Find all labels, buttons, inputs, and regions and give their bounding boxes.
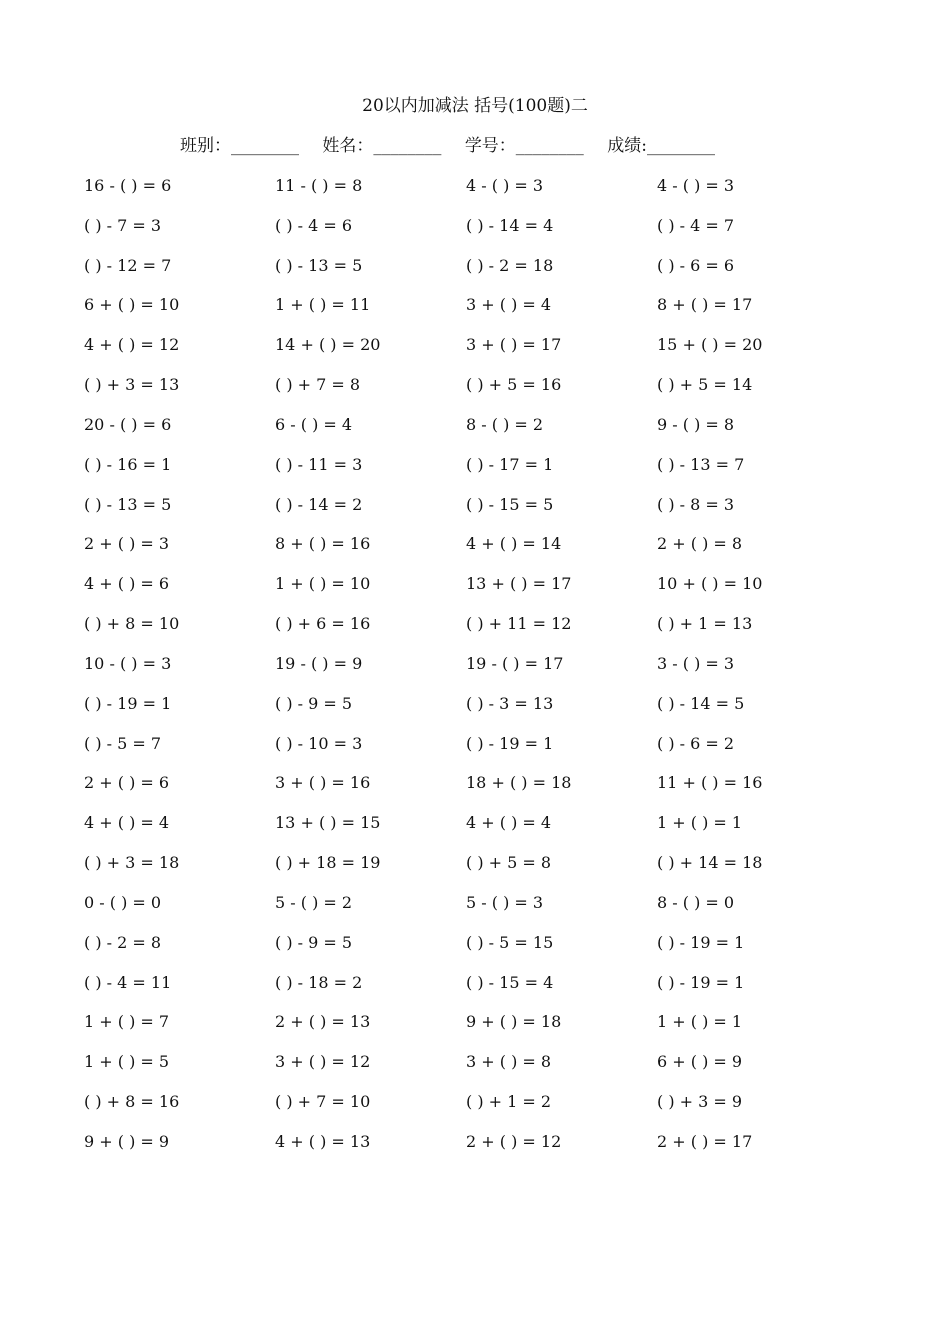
problem-item: ( ) - 13 = 7 bbox=[657, 454, 745, 474]
problem-item: 9 + ( ) = 9 bbox=[84, 1131, 170, 1151]
problem-item: ( ) - 9 = 5 bbox=[275, 932, 353, 952]
problem-item: 1 + ( ) = 11 bbox=[275, 295, 371, 315]
problem-item: 2 + ( ) = 8 bbox=[657, 534, 743, 554]
problem-item: 8 + ( ) = 16 bbox=[275, 534, 371, 554]
problem-item: ( ) - 14 = 2 bbox=[275, 494, 363, 514]
problem-item: 11 - ( ) = 8 bbox=[275, 176, 363, 195]
problem-item: 8 - ( ) = 2 bbox=[466, 414, 544, 434]
problem-item: ( ) - 19 = 1 bbox=[466, 733, 554, 753]
problem-item: ( ) + 3 = 13 bbox=[84, 375, 180, 395]
problem-item: 20 - ( ) = 6 bbox=[84, 414, 172, 434]
problem-item: ( ) - 16 = 1 bbox=[84, 454, 172, 474]
problem-item: ( ) - 4 = 6 bbox=[275, 215, 353, 235]
problem-item: ( ) - 13 = 5 bbox=[275, 255, 363, 275]
problem-item: ( ) - 15 = 4 bbox=[466, 972, 554, 992]
problem-item: 19 - ( ) = 9 bbox=[275, 653, 363, 673]
problem-item: ( ) + 1 = 13 bbox=[657, 614, 753, 634]
problem-item: 11 + ( ) = 16 bbox=[657, 773, 763, 793]
problem-item: ( ) + 7 = 10 bbox=[275, 1092, 371, 1112]
problem-item: ( ) + 14 = 18 bbox=[657, 853, 763, 873]
problem-item: ( ) - 10 = 3 bbox=[275, 733, 363, 753]
problem-item: 1 + ( ) = 1 bbox=[657, 1012, 743, 1032]
score-field: 成绩:________ bbox=[607, 136, 715, 156]
problem-item: ( ) - 12 = 7 bbox=[84, 255, 172, 275]
problem-item: ( ) - 7 = 3 bbox=[84, 215, 162, 235]
problem-item: 10 + ( ) = 10 bbox=[657, 574, 763, 594]
problem-item: 0 - ( ) = 0 bbox=[84, 892, 162, 912]
page-title: 20以内加减法 括号(100题)二 bbox=[362, 96, 588, 116]
problem-item: ( ) - 17 = 1 bbox=[466, 454, 554, 474]
problem-item: ( ) - 19 = 1 bbox=[84, 693, 172, 713]
problem-item: ( ) + 7 = 8 bbox=[275, 375, 361, 395]
problem-item: 4 + ( ) = 13 bbox=[275, 1131, 371, 1151]
problem-item: 19 - ( ) = 17 bbox=[466, 653, 564, 673]
problem-item: ( ) - 13 = 5 bbox=[84, 494, 172, 514]
problem-item: 4 + ( ) = 12 bbox=[84, 335, 180, 355]
problem-item: 1 + ( ) = 5 bbox=[84, 1052, 170, 1072]
problem-item: 1 + ( ) = 7 bbox=[84, 1012, 170, 1032]
problem-item: ( ) - 11 = 3 bbox=[275, 454, 363, 474]
problem-item: ( ) + 6 = 16 bbox=[275, 614, 371, 634]
problem-item: ( ) + 1 = 2 bbox=[466, 1092, 552, 1112]
problem-item: 4 - ( ) = 3 bbox=[466, 176, 544, 195]
problem-item: ( ) - 19 = 1 bbox=[657, 972, 745, 992]
problem-item: ( ) + 3 = 9 bbox=[657, 1092, 743, 1112]
problem-item: 9 - ( ) = 8 bbox=[657, 414, 735, 434]
problem-item: ( ) + 3 = 18 bbox=[84, 853, 180, 873]
student-info-line bbox=[180, 134, 800, 158]
problem-item: 2 + ( ) = 13 bbox=[275, 1012, 371, 1032]
problem-item: 4 + ( ) = 6 bbox=[84, 574, 170, 594]
problem-item: 4 - ( ) = 3 bbox=[657, 176, 735, 195]
problem-item: 4 + ( ) = 4 bbox=[84, 813, 170, 833]
problem-item: ( ) + 5 = 8 bbox=[466, 853, 552, 873]
problem-item: ( ) - 9 = 5 bbox=[275, 693, 353, 713]
problem-item: ( ) - 5 = 7 bbox=[84, 733, 162, 753]
problem-item: ( ) + 18 = 19 bbox=[275, 853, 381, 873]
problem-grid bbox=[84, 174, 864, 1170]
problem-item: ( ) - 14 = 5 bbox=[657, 693, 745, 713]
problem-item: 13 + ( ) = 15 bbox=[275, 813, 381, 833]
problem-item: 3 + ( ) = 8 bbox=[466, 1052, 552, 1072]
problem-item: 3 + ( ) = 4 bbox=[466, 295, 552, 315]
problem-item: 5 - ( ) = 2 bbox=[275, 892, 353, 912]
problem-item: 1 + ( ) = 1 bbox=[657, 813, 743, 833]
problem-item: ( ) - 19 = 1 bbox=[657, 932, 745, 952]
class-field: 班别：________ bbox=[180, 136, 299, 156]
name-field: 姓名：________ bbox=[322, 136, 442, 156]
problem-item: ( ) - 4 = 11 bbox=[84, 972, 172, 992]
problem-item: ( ) - 6 = 2 bbox=[657, 733, 735, 753]
problem-item: 2 + ( ) = 6 bbox=[84, 773, 170, 793]
problem-item: 4 + ( ) = 14 bbox=[466, 534, 562, 554]
problem-item: ( ) - 8 = 3 bbox=[657, 494, 735, 514]
problem-item: ( ) - 6 = 6 bbox=[657, 255, 735, 275]
problem-item: 15 + ( ) = 20 bbox=[657, 335, 763, 355]
problem-item: 6 - ( ) = 4 bbox=[275, 414, 353, 434]
problem-item: ( ) + 5 = 14 bbox=[657, 375, 753, 395]
problem-item: 2 + ( ) = 3 bbox=[84, 534, 170, 554]
problem-item: 14 + ( ) = 20 bbox=[275, 335, 381, 355]
problem-item: ( ) + 5 = 16 bbox=[466, 375, 562, 395]
problem-item: 8 - ( ) = 0 bbox=[657, 892, 735, 912]
problem-item: ( ) - 2 = 18 bbox=[466, 255, 554, 275]
problem-item: 10 - ( ) = 3 bbox=[84, 653, 172, 673]
problem-item: 18 + ( ) = 18 bbox=[466, 773, 572, 793]
problem-item: 3 + ( ) = 17 bbox=[466, 335, 562, 355]
problem-item: 3 + ( ) = 16 bbox=[275, 773, 371, 793]
problem-item: 6 + ( ) = 10 bbox=[84, 295, 180, 315]
problem-item: 13 + ( ) = 17 bbox=[466, 574, 572, 594]
problem-item: ( ) - 4 = 7 bbox=[657, 215, 735, 235]
problem-item: ( ) - 18 = 2 bbox=[275, 972, 363, 992]
problem-item: ( ) - 15 = 5 bbox=[466, 494, 554, 514]
problem-item: ( ) + 8 = 16 bbox=[84, 1092, 180, 1112]
problem-item: 8 + ( ) = 17 bbox=[657, 295, 753, 315]
problem-item: 2 + ( ) = 12 bbox=[466, 1131, 562, 1151]
problem-item: 1 + ( ) = 10 bbox=[275, 574, 371, 594]
problem-item: ( ) - 2 = 8 bbox=[84, 932, 162, 952]
problem-item: 2 + ( ) = 17 bbox=[657, 1131, 753, 1151]
problem-item: ( ) - 3 = 13 bbox=[466, 693, 554, 713]
problem-item: 5 - ( ) = 3 bbox=[466, 892, 544, 912]
problem-item: 3 - ( ) = 3 bbox=[657, 653, 735, 673]
problem-item: 4 + ( ) = 4 bbox=[466, 813, 552, 833]
problem-item: ( ) - 14 = 4 bbox=[466, 215, 554, 235]
problem-item: ( ) + 8 = 10 bbox=[84, 614, 180, 634]
problem-item: 3 + ( ) = 12 bbox=[275, 1052, 371, 1072]
problem-item: 9 + ( ) = 18 bbox=[466, 1012, 562, 1032]
problem-item: ( ) + 11 = 12 bbox=[466, 614, 572, 634]
problem-item: 16 - ( ) = 6 bbox=[84, 176, 172, 195]
student-id-field: 学号：________ bbox=[464, 136, 584, 156]
problem-item: 6 + ( ) = 9 bbox=[657, 1052, 743, 1072]
problem-item: ( ) - 5 = 15 bbox=[466, 932, 554, 952]
